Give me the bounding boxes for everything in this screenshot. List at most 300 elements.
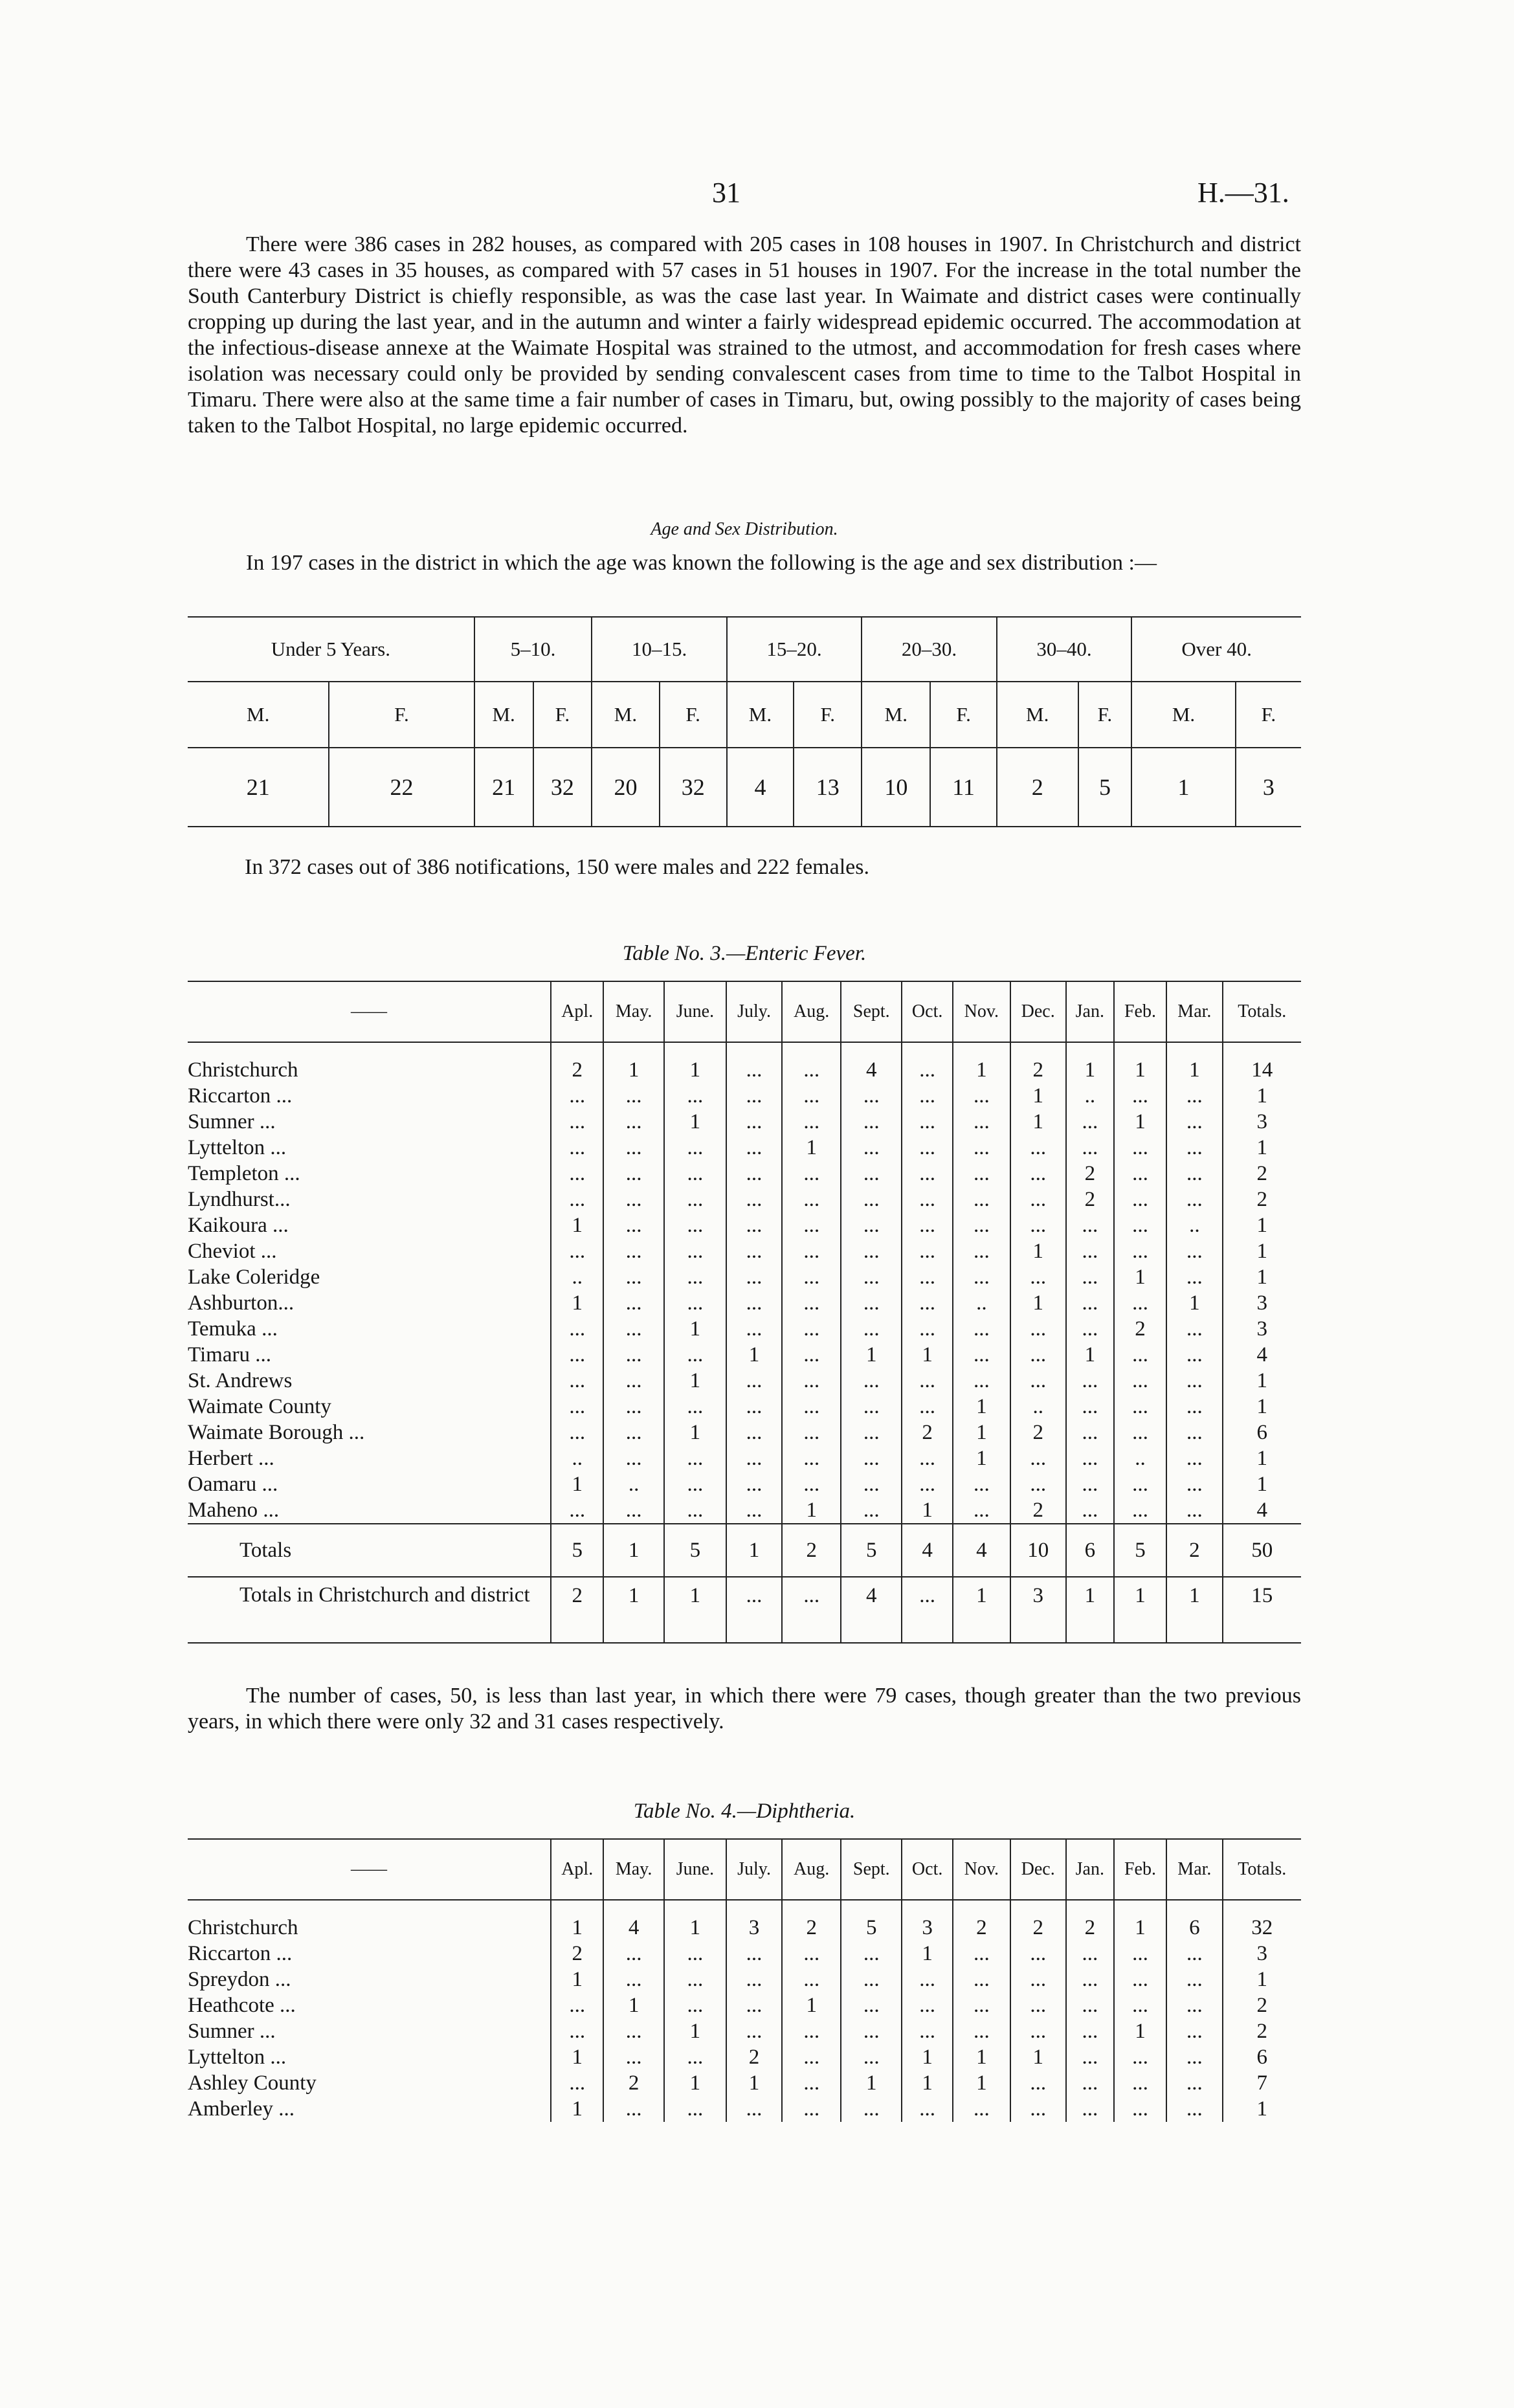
table-cell: ... [1066, 1497, 1114, 1524]
table-cell: 7 [1223, 2070, 1301, 2096]
table-cell: ... [664, 1342, 726, 1368]
column-header: Dec. [1010, 981, 1066, 1042]
table-cell: 4 [1223, 1497, 1301, 1524]
table-row [188, 1135, 1301, 1161]
table-cell: 1 [1223, 1394, 1301, 1420]
table-row [188, 1161, 1301, 1187]
column-header: Mar. [1166, 1839, 1222, 1900]
table-cell: 3 [1223, 1290, 1301, 1316]
age-sex-value: 32 [533, 748, 592, 827]
table-cell: 1 [1223, 1264, 1301, 1290]
table-cell: ... [841, 1497, 902, 1524]
age-sex-value: 5 [1078, 748, 1132, 827]
table-cell: 1 [1223, 2096, 1301, 2122]
table-cell: ... [1066, 1109, 1114, 1135]
table-cell: ... [902, 1135, 953, 1161]
table-cell: 1 [902, 2070, 953, 2096]
table-cell: ... [664, 1290, 726, 1316]
table-cell: ... [782, 1445, 841, 1471]
table-row [188, 1420, 1301, 1445]
column-header: Nov. [953, 981, 1010, 1042]
district-name: Cheviot ... [188, 1240, 277, 1263]
table-cell: 1 [1114, 1900, 1166, 1941]
table-cell: 1 [902, 1342, 953, 1368]
table-cell: .. [551, 1264, 603, 1290]
table-row [188, 1187, 1301, 1212]
age-sex-value: 22 [329, 748, 474, 827]
table-cell: .. [551, 1445, 603, 1471]
table-cell: ... [1166, 1445, 1222, 1471]
table-cell: ... [603, 1109, 663, 1135]
table-cell: ... [902, 2018, 953, 2044]
table-cell: 1 [1223, 1135, 1301, 1161]
column-header: Feb. [1114, 981, 1166, 1042]
sex-label: F. [930, 682, 996, 748]
sex-label: M. [592, 682, 659, 748]
table-cell: ... [1010, 1342, 1066, 1368]
table-cell: ... [902, 1445, 953, 1471]
table-cell: ... [953, 1083, 1010, 1109]
table-row [188, 2070, 1301, 2096]
table-cell: 3 [1223, 1109, 1301, 1135]
table-cell: 3 [1223, 1316, 1301, 1342]
christchurch-totals-cell: 4 [841, 1577, 902, 1643]
table-cell: 1 [551, 1900, 603, 1941]
table-cell: 1 [902, 2044, 953, 2070]
table-cell: ... [1010, 1967, 1066, 1992]
totals-cell: 50 [1223, 1524, 1301, 1577]
table-cell: 1 [782, 1135, 841, 1161]
table-cell: ... [664, 1471, 726, 1497]
column-header: May. [603, 1839, 663, 1900]
table-cell: 1 [664, 1900, 726, 1941]
table-cell: 2 [1066, 1187, 1114, 1212]
table-cell: ... [664, 1445, 726, 1471]
table-row [188, 1471, 1301, 1497]
table-cell: ... [664, 1497, 726, 1524]
table-cell: ... [782, 1212, 841, 1238]
table-cell: 6 [1223, 2044, 1301, 2070]
table-cell: ... [1114, 1187, 1166, 1212]
table-cell: ... [782, 1342, 841, 1368]
table-cell: ... [782, 1420, 841, 1445]
table-cell: ... [841, 1161, 902, 1187]
table-cell: 1 [551, 2096, 603, 2122]
column-header: Apl. [551, 981, 603, 1042]
table-cell: ... [953, 1187, 1010, 1212]
table-cell: 2 [1010, 1420, 1066, 1445]
table-cell: ... [1166, 1992, 1222, 2018]
table-cell: 2 [603, 2070, 663, 2096]
table-cell: 1 [841, 1342, 902, 1368]
document-reference: H.—31. [1197, 177, 1289, 208]
table-cell: ... [1166, 2096, 1222, 2122]
table-cell: ... [841, 1967, 902, 1992]
table-cell: ... [1066, 1135, 1114, 1161]
sex-label: F. [660, 682, 727, 748]
totals-cell: 10 [1010, 1524, 1066, 1577]
table-cell: 1 [1010, 1238, 1066, 1264]
table-cell: ... [902, 1316, 953, 1342]
table-cell: 1 [726, 1342, 782, 1368]
table-cell: 2 [1223, 1187, 1301, 1212]
table-cell: 1 [1010, 2044, 1066, 2070]
table-cell: 1 [1010, 1290, 1066, 1316]
table-cell: ... [551, 1238, 603, 1264]
table-row [188, 1992, 1301, 2018]
district-name: St. Andrews [188, 1369, 293, 1392]
table-cell: 2 [902, 1420, 953, 1445]
table-cell: ... [603, 1394, 663, 1420]
totals-cell: 2 [1166, 1524, 1222, 1577]
table-cell: 1 [1223, 1368, 1301, 1394]
age-sex-note: In 372 cases out of 386 notifications, 150 were males and 222 females. [245, 855, 869, 879]
table-cell: ... [1066, 1368, 1114, 1394]
table-cell: ... [1066, 1290, 1114, 1316]
table-cell: ... [726, 1420, 782, 1445]
table-cell: ... [726, 1212, 782, 1238]
row-header-dash: —— [188, 981, 551, 1042]
table-cell: ... [603, 1941, 663, 1967]
table-cell: ... [782, 2044, 841, 2070]
district-name: Christchurch [188, 1916, 298, 1939]
table-cell: ... [603, 1290, 663, 1316]
table-cell: .. [1066, 1083, 1114, 1109]
table-cell: ... [953, 2018, 1010, 2044]
table-cell: ... [1066, 1394, 1114, 1420]
table-cell: ... [1066, 1992, 1114, 2018]
table-cell: ... [1066, 1316, 1114, 1342]
table-cell: 1 [1223, 1445, 1301, 1471]
district-name: Temuka ... [188, 1317, 278, 1341]
table-cell: 6 [1223, 1420, 1301, 1445]
table-cell: 4 [1223, 1342, 1301, 1368]
age-sex-heading: Age and Sex Distribution. [651, 519, 838, 539]
column-header: July. [726, 1839, 782, 1900]
age-group-header: 30–40. [997, 617, 1131, 682]
table-cell: 1 [782, 1497, 841, 1524]
age-group-header: 10–15. [592, 617, 727, 682]
table-cell: 1 [664, 1316, 726, 1342]
table-cell: 2 [953, 1900, 1010, 1941]
table-cell: ... [1010, 1368, 1066, 1394]
christchurch-totals-cell: 15 [1223, 1577, 1301, 1643]
christchurch-totals-cell: 1 [953, 1577, 1010, 1643]
totals-cell: 4 [953, 1524, 1010, 1577]
table-cell: ... [1166, 1420, 1222, 1445]
table-cell: ... [902, 1368, 953, 1394]
table-cell: 1 [902, 1941, 953, 1967]
table-cell: 1 [953, 1420, 1010, 1445]
table-cell: ... [1066, 1238, 1114, 1264]
table-cell: 2 [1010, 1042, 1066, 1083]
table-row [188, 1212, 1301, 1238]
totals-row [188, 1524, 1301, 1577]
table-cell: ... [782, 1264, 841, 1290]
table-cell: ... [664, 1187, 726, 1212]
table-cell: 4 [603, 1900, 663, 1941]
age-sex-value: 4 [727, 748, 794, 827]
table-cell: ... [551, 1187, 603, 1212]
column-header: Dec. [1010, 1839, 1066, 1900]
totals-cell: 2 [782, 1524, 841, 1577]
table-cell: ... [726, 1992, 782, 2018]
age-group-header: Under 5 Years. [188, 617, 474, 682]
christchurch-totals-label: Totals in Christchurch and district [188, 1577, 551, 1643]
table-cell: ... [953, 1992, 1010, 2018]
age-sex-value: 21 [474, 748, 533, 827]
table-cell: ... [1066, 1212, 1114, 1238]
table-cell: ... [782, 1368, 841, 1394]
enteric-table-title: Table No. 3.—Enteric Fever. [622, 942, 867, 965]
table-cell: ... [1114, 1471, 1166, 1497]
table-cell: 3 [902, 1900, 953, 1941]
sex-label: M. [474, 682, 533, 748]
table-cell: 1 [551, 2044, 603, 2070]
table-row [188, 1941, 1301, 1967]
table-cell: ... [1010, 1471, 1066, 1497]
table-cell: ... [902, 1042, 953, 1083]
table-cell: ... [1066, 2018, 1114, 2044]
totals-cell: 1 [603, 1524, 663, 1577]
christchurch-totals-cell: 1 [1066, 1577, 1114, 1643]
table-cell: 1 [726, 2070, 782, 2096]
table-cell: ... [841, 1368, 902, 1394]
table-cell: ... [841, 1109, 902, 1135]
table-cell: ... [551, 2070, 603, 2096]
table-cell: 3 [726, 1900, 782, 1941]
table-cell: ... [953, 1342, 1010, 1368]
christchurch-totals-cell: ... [902, 1577, 953, 1643]
table-cell: 1 [551, 1290, 603, 1316]
table-cell: ... [726, 2096, 782, 2122]
table-cell: ... [953, 1471, 1010, 1497]
table-row [188, 1967, 1301, 1992]
christchurch-totals-cell: 1 [1166, 1577, 1222, 1643]
table-cell: ... [1166, 1083, 1222, 1109]
table-cell: ... [841, 1992, 902, 2018]
table-cell: 1 [1114, 2018, 1166, 2044]
totals-cell: 1 [726, 1524, 782, 1577]
table-cell: ... [664, 1238, 726, 1264]
table-cell: 2 [551, 1941, 603, 1967]
district-name: Heathcote ... [188, 1994, 296, 2017]
table-cell: 2 [1223, 1992, 1301, 2018]
table-cell: ... [1066, 2096, 1114, 2122]
table-cell: ... [1010, 1941, 1066, 1967]
age-sex-value: 2 [997, 748, 1078, 827]
table-cell: ... [782, 2018, 841, 2044]
sex-label: M. [188, 682, 329, 748]
table-cell: ... [1066, 1264, 1114, 1290]
table-row [188, 1042, 1301, 1083]
christchurch-totals-cell: 2 [551, 1577, 603, 1643]
table-cell: ... [726, 1445, 782, 1471]
table-cell: ... [603, 1187, 663, 1212]
table-cell: ... [1010, 1264, 1066, 1290]
table-cell: 1 [664, 1042, 726, 1083]
table-cell: ... [953, 1212, 1010, 1238]
column-header: Jan. [1066, 1839, 1114, 1900]
table-cell: ... [782, 1967, 841, 1992]
table-cell: ... [1114, 1212, 1166, 1238]
table-cell: 2 [782, 1900, 841, 1941]
table-cell: ... [1114, 1394, 1166, 1420]
table-cell: ... [726, 1471, 782, 1497]
table-cell: ... [1010, 1445, 1066, 1471]
column-header: Aug. [782, 981, 841, 1042]
table-row [188, 1900, 1301, 1941]
table-cell: ... [841, 1135, 902, 1161]
table-cell: .. [1166, 1212, 1222, 1238]
table-cell: ... [603, 1342, 663, 1368]
table-cell: 2 [726, 2044, 782, 2070]
sex-label: F. [329, 682, 474, 748]
table-cell: 1 [1010, 1083, 1066, 1109]
table-cell: ... [782, 1290, 841, 1316]
table-cell: ... [1114, 2044, 1166, 2070]
table-cell: ... [726, 1238, 782, 1264]
table-cell: ... [841, 1445, 902, 1471]
table-cell: ... [551, 1368, 603, 1394]
table-cell: ... [726, 1394, 782, 1420]
table-cell: ... [953, 1264, 1010, 1290]
totals-cell: 5 [1114, 1524, 1166, 1577]
table-cell: ... [1166, 1238, 1222, 1264]
table-cell: ... [1066, 1941, 1114, 1967]
table-cell: ... [782, 1161, 841, 1187]
table-cell: ... [902, 1238, 953, 1264]
sex-label: M. [1131, 682, 1235, 748]
table-cell: ... [953, 1941, 1010, 1967]
table-cell: ... [603, 2096, 663, 2122]
table-cell: 1 [1114, 1042, 1166, 1083]
age-group-header: 5–10. [474, 617, 592, 682]
table-row [188, 1109, 1301, 1135]
table-cell: ... [782, 1109, 841, 1135]
table-cell: 1 [1223, 1238, 1301, 1264]
column-header: Sept. [841, 981, 902, 1042]
table-cell: ... [841, 2096, 902, 2122]
enteric-fever-table [188, 981, 1301, 1644]
table-cell: ... [953, 1967, 1010, 1992]
table-cell: 2 [1066, 1900, 1114, 1941]
district-name: Spreydon ... [188, 1968, 291, 1991]
table-cell: ... [841, 1187, 902, 1212]
column-header: Totals. [1223, 1839, 1301, 1900]
table-cell: ... [1114, 1497, 1166, 1524]
table-cell: 1 [1010, 1109, 1066, 1135]
enteric-note: The number of cases, 50, is less than last year, in which there were 79 cases, though greater than the two previous years, in which there were only 32 and 31 cases respectively. [188, 1684, 1301, 1734]
page-number: 31 [712, 177, 740, 208]
table-cell: ... [841, 1394, 902, 1420]
age-sex-intro: In 197 cases in the district in which the age was known the following is the age and sex distribution :— [246, 551, 1157, 575]
table-cell: 1 [1066, 1042, 1114, 1083]
table-cell: ... [1114, 1083, 1166, 1109]
table-cell: 1 [1166, 1042, 1222, 1083]
christchurch-totals-cell: 1 [603, 1577, 663, 1643]
table-cell: ... [841, 1316, 902, 1342]
column-header: Nov. [953, 1839, 1010, 1900]
table-row [188, 1290, 1301, 1316]
table-row [188, 1342, 1301, 1368]
table-cell: ... [551, 1992, 603, 2018]
column-header: July. [726, 981, 782, 1042]
table-cell: 1 [953, 2044, 1010, 2070]
diphtheria-table [188, 1838, 1301, 2122]
district-name: Lyttelton ... [188, 2046, 287, 2069]
table-cell: ... [1166, 1316, 1222, 1342]
table-cell: ... [664, 1083, 726, 1109]
table-cell: ... [551, 1161, 603, 1187]
table-cell: ... [1010, 1992, 1066, 2018]
district-name: Ashburton... [188, 1291, 295, 1315]
table-cell: ... [1166, 1368, 1222, 1394]
table-cell: ... [664, 1161, 726, 1187]
table-cell: ... [603, 1368, 663, 1394]
district-name: Lyndhurst... [188, 1188, 291, 1211]
table-cell: 1 [1066, 1342, 1114, 1368]
column-header: June. [664, 981, 726, 1042]
diphtheria-table-title: Table No. 4.—Diphtheria. [633, 1800, 856, 1823]
table-cell: ... [902, 1212, 953, 1238]
table-cell: 2 [1010, 1900, 1066, 1941]
totals-label: Totals [188, 1524, 551, 1577]
table-cell: ... [551, 1083, 603, 1109]
totals-cell: 4 [902, 1524, 953, 1577]
totals-cell: 5 [841, 1524, 902, 1577]
table-cell: ... [664, 1212, 726, 1238]
district-name: Christchurch [188, 1058, 298, 1082]
table-cell: ... [902, 2096, 953, 2122]
table-cell: ... [841, 1264, 902, 1290]
table-row [188, 1264, 1301, 1290]
table-cell: ... [902, 1187, 953, 1212]
table-row [188, 2096, 1301, 2122]
table-cell: ... [902, 1471, 953, 1497]
district-name: Kaikoura ... [188, 1214, 289, 1237]
table-cell: 1 [953, 2070, 1010, 2096]
age-group-header: 20–30. [862, 617, 996, 682]
table-cell: ... [603, 1497, 663, 1524]
column-header: Sept. [841, 1839, 902, 1900]
table-cell: ... [664, 1135, 726, 1161]
table-cell: ... [726, 1316, 782, 1342]
district-name: Herbert ... [188, 1447, 274, 1470]
table-cell: ... [1010, 1135, 1066, 1161]
table-cell: 1 [664, 1368, 726, 1394]
table-row [188, 1394, 1301, 1420]
table-cell: ... [902, 1394, 953, 1420]
table-cell: ... [1010, 1212, 1066, 1238]
table-cell: ... [603, 1238, 663, 1264]
table-cell: 4 [841, 1042, 902, 1083]
totals-cell: 5 [551, 1524, 603, 1577]
table-cell: ... [726, 1368, 782, 1394]
table-cell: ... [782, 2070, 841, 2096]
table-cell: ... [902, 1967, 953, 1992]
table-cell: ... [664, 2096, 726, 2122]
table-cell: ... [1114, 1238, 1166, 1264]
table-cell: ... [841, 1941, 902, 1967]
table-cell: ... [664, 2044, 726, 2070]
totals-cell: 5 [664, 1524, 726, 1577]
district-name: Sumner ... [188, 2020, 276, 2043]
table-cell: 2 [1066, 1161, 1114, 1187]
table-cell: ... [841, 1238, 902, 1264]
table-cell: ... [551, 1394, 603, 1420]
table-cell: ... [782, 1083, 841, 1109]
